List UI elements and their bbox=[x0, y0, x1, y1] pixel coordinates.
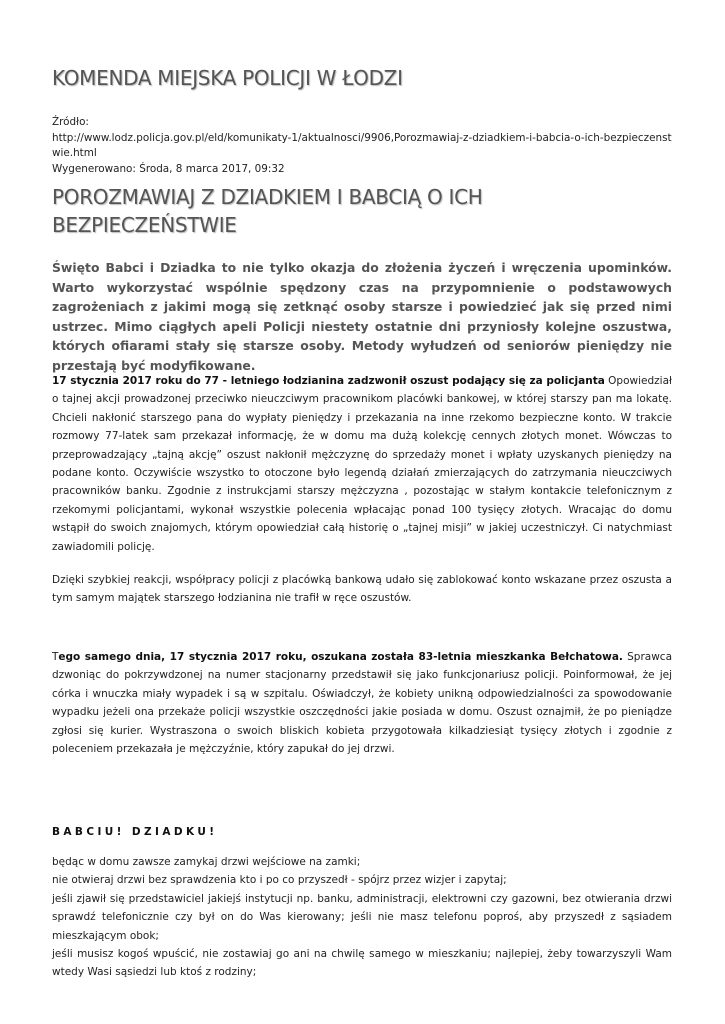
paragraph-belchatow-case-bold: ego samego dnia, 17 stycznia 2017 roku, oszukana została 83-letnia mieszkanka Bełchatowa. bbox=[58, 651, 623, 663]
list-item: będąc w domu zawsze zamykaj drzwi wejściowe na zamki; bbox=[52, 856, 361, 868]
paragraph-lodz-case bbox=[52, 372, 672, 556]
paragraph-lodz-case-bold: 17 stycznia 2017 roku do 77 - letniego łodzianina zadzwonił oszust podający się za policjanta bbox=[52, 375, 605, 387]
list-item: jeśli musisz kogoś wpuścić, nie zostawiaj go ani na chwilę samego w mieszkaniu; najlepiej, żeby towarzyszyli Wam wtedy Wasi sąsiedzi lub ktoś z rodziny; bbox=[52, 948, 672, 979]
list-item: jeśli zjawił się przedstawiciel jakiejś instytucji np. banku, administracji, elektrowni czy gazowni, bez otwierania drzwi sprawdź telefonicznie czy był on do Was kierowany; jeśli nie masz telefonu poproś, aby przyszedł z sąsiadem mieszkającym obok; bbox=[52, 892, 672, 942]
source-meta bbox=[52, 115, 672, 177]
paragraph-belchatow-case-text: Sprawca dzwoniąc do pokrzywdzonej na numer stacjonarny przedstawił się jako funkcjonariusz policji. Poinformował, że jej córka i wnuczka miały wypadek i są w szpitalu. Oświadczył, że kobiety unikną odpowiedzialności za spowodowanie wypadku jeżeli ona przekaże policji wszystkie oszczędności jakie posiada w domu. Oszust oznajmił, że po pieniądze zgłosi się kurier. Wystraszona o swoich bliskich kobieta przygotowała kilkadziesiąt tysięcy złotych i zgodnie z poleceniem przekazała je mężczyźnie, który zapukał do jej drzwi. bbox=[52, 651, 673, 756]
article-lead: Święto Babci i Dziadka to nie tylko okazja do złożenia życzeń i wręczenia upominków. Warto wykorzystać wspólnie spędzony czas na przypomnienie o podstawowych zagrożeniach z jakimi mogą się zetknąć osoby starsze i powiedzieć jak się przed nimi ustrzec. Mimo ciągłych apeli Policji niestety ostatnie dni przyniosły kolejne oszustwa, których ofiarami stały się starsze osoby. Metody wyłudzeń od seniorów pieniędzy nie przestają być modyfikowane. bbox=[52, 260, 672, 373]
paragraph-lodz-case-text: Opowiedział o tajnej akcji prowadzonej przeciwko nieuczciwym pracownikom placówki bankowej, w której starszy pan ma lokatę. Chcieli nakłonić starszego pana do wypłaty pieniędzy i przekazania na inne rzekomo bezpieczne konto. W trakcie rozmowy 77-latek sam przekazał informację, że w domu ma dużą kolekcję cennych złotych monet. Wówczas to przeprowadzający „tajną akcję” oszust nakłonił mężczyznę do sprzedaży monet i wpłaty uzyskanych pieniędzy na podane konto. Oczywiście wszystko to otoczone było legendą działań zmierzających do zatrzymania nieuczciwych pracowników banku. Zgodnie z instrukcjami starszy mężczyzna , pozostając w stałym kontakcie telefonicznym z rzekomymi policjantami, wykonał wszystkie polecenia wpłacając ponad 100 tysięcy złotych. Wracając do domu wstąpił do swoich znajomych, którym opowiedział całą historię o „tajnej misji” w jakiej uczestniczył. Ci natychmiast zawiadomili policję. bbox=[52, 375, 672, 553]
generated-date: Wygenerowano: Środa, 8 marca 2017, 09:32 bbox=[52, 162, 285, 175]
article-title: POROZMAWIAJ Z DZIADKIEM I BABCIĄ O ICH BEZPIECZEŃSTWIE bbox=[52, 185, 483, 237]
paragraph-bank-reaction: Dzięki szybkiej reakcji, współpracy policji z placówką bankową udało się zablokować konto wskazane przez oszusta a tym samym majątek starszego łodzianina nie trafił w ręce oszustów. bbox=[52, 574, 672, 605]
source-url: http://www.lodz.policja.gov.pl/eld/komunikaty-1/aktualnosci/9906,Porozmawiaj-z-dziadkiem-i-babcia-o-ich-bezpieczenstwie.html bbox=[52, 131, 672, 159]
advice-list bbox=[52, 853, 672, 982]
org-title: KOMENDA MIEJSKA POLICJI W ŁODZI bbox=[52, 66, 403, 90]
source-label: Źródło: bbox=[52, 116, 89, 128]
paragraph-belchatow-first-letter: T bbox=[52, 651, 59, 663]
paragraph-belchatow-case bbox=[52, 648, 672, 758]
list-item: nie otwieraj drzwi bez sprawdzenia kto i po co przyszedł - spójrz przez wizjer i zapytaj; bbox=[52, 874, 507, 887]
advice-heading: BABCIU! DZIADKU! bbox=[52, 826, 218, 838]
